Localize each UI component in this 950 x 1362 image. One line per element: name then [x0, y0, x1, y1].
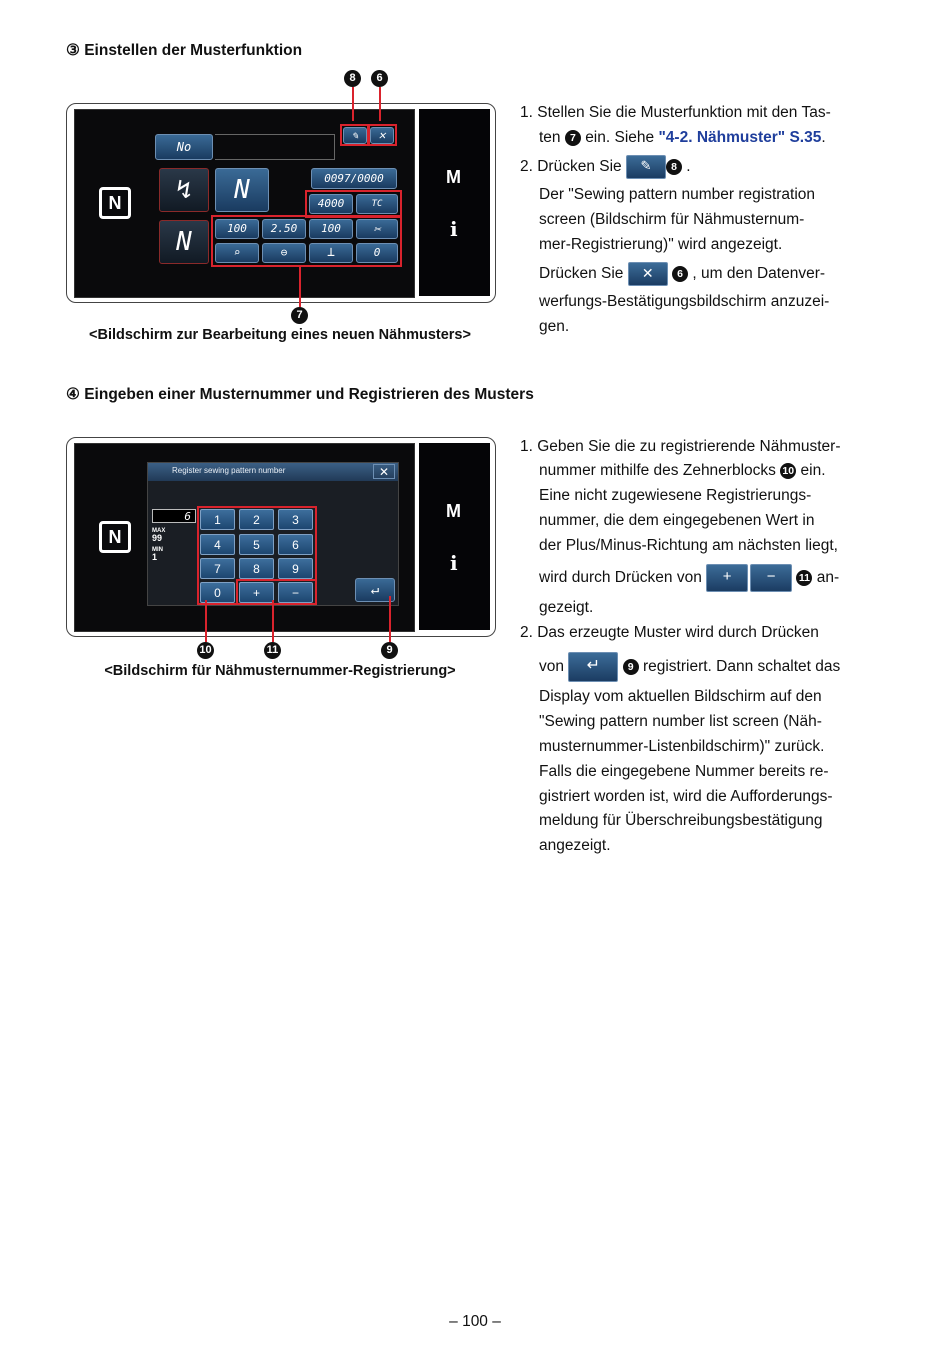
s4-step1-line7: gezeigt.	[539, 599, 594, 616]
key-2[interactable]: 2	[239, 509, 274, 530]
dialog-title: Register sewing pattern number	[172, 466, 286, 475]
speed-button[interactable]: 100	[215, 219, 259, 239]
s4-step2-line1: 2. Das erzeugte Muster wird durch Drücken	[520, 624, 819, 641]
inline-enter-icon: ↵	[568, 652, 618, 682]
s3-step2-line7: gen.	[539, 318, 570, 335]
s4-step1-line6: wird durch Drücken von + − 11 an-	[539, 564, 839, 592]
section-4-title: ④ Eingeben einer Musternummer und Registrieren des Musters	[66, 386, 534, 403]
key-7[interactable]: 7	[200, 558, 235, 579]
inline-callout-7: 7	[565, 130, 581, 146]
s4-step1-line5: der Plus/Minus-Richtung am nächsten liegt,	[539, 537, 838, 554]
key-3[interactable]: 3	[278, 509, 313, 530]
max-label: MAX	[152, 528, 166, 534]
nfc-icon: N	[99, 521, 131, 553]
register-screen	[74, 443, 415, 632]
device-frame-edit	[66, 103, 496, 303]
s3-step1-line1: 1. Stellen Sie die Musterfunktion mit den Tas-	[520, 104, 831, 121]
needle-icon[interactable]: ⊥	[309, 243, 353, 263]
connector-10	[205, 600, 207, 642]
device-frame-register	[66, 437, 496, 637]
callout-8: 8	[344, 70, 361, 87]
s4-step2-line7: gistriert worden ist, wird die Aufforderungs-	[539, 788, 833, 805]
side-panel	[419, 109, 490, 296]
register-dialog	[147, 462, 399, 606]
connector-6	[379, 87, 381, 121]
inline-callout-8: 8	[666, 159, 682, 175]
key-1[interactable]: 1	[200, 509, 235, 530]
highlight-6	[367, 124, 397, 146]
stitch-pattern-button[interactable]: N	[215, 168, 269, 212]
value-field[interactable]: 6	[152, 509, 196, 523]
info-button[interactable]: i	[450, 217, 458, 241]
connector-7	[299, 265, 301, 307]
inline-callout-6: 6	[672, 266, 688, 282]
callout-6: 6	[371, 70, 388, 87]
s4-step1-line2: nummer mithilfe des Zehnerblocks 10 ein.	[539, 462, 826, 479]
link-naehmuster[interactable]: "4-2. Nähmuster" S.35	[658, 129, 822, 146]
inline-close-icon: ✕	[628, 262, 668, 286]
s4-step2-line5: musternummer-Listenbildschirm)" zurück.	[539, 738, 825, 755]
inline-plus-button: +	[706, 564, 748, 592]
mode-m-button[interactable]: M	[446, 501, 461, 521]
s4-step2-line3: Display vom aktuellen Bildschirm auf den	[539, 688, 822, 705]
callout-11: 11	[264, 642, 281, 659]
reverse-end-button[interactable]: N	[159, 220, 209, 264]
s3-step2-line5: Drücken Sie ✕ 6 , um den Datenver-	[539, 261, 825, 286]
callout-9: 9	[381, 642, 398, 659]
reverse-start-button[interactable]: ↯	[159, 168, 209, 212]
s4-step1-line1: 1. Geben Sie die zu registrierende Nähmuster-	[520, 438, 841, 455]
page-number: – 100 –	[449, 1313, 501, 1330]
s4-step2-line6: Falls die eingegebene Nummer bereits re-	[539, 763, 829, 780]
close-button[interactable]: ✕	[370, 127, 394, 144]
count-button[interactable]: 4000	[309, 194, 353, 214]
pattern-no-button[interactable]: No	[155, 134, 213, 160]
scissors-icon[interactable]: ✂	[356, 219, 398, 239]
thread-button[interactable]: 0	[356, 243, 398, 263]
search-icon[interactable]: ⌕	[215, 243, 259, 263]
s4-step2-line2: von ↵ 9 registriert. Dann schaltet das	[539, 652, 840, 682]
key-8[interactable]: 8	[239, 558, 274, 579]
connector-11	[272, 600, 274, 642]
inline-callout-11: 11	[796, 570, 812, 586]
s3-step2-line2: Der "Sewing pattern number registration	[539, 186, 816, 203]
highlight-group-7	[211, 215, 402, 267]
edit-button[interactable]: ✎	[343, 127, 367, 144]
mode-m-button[interactable]: M	[446, 167, 461, 187]
dialog-close-icon[interactable]: ✕	[373, 464, 395, 479]
callout-7: 7	[291, 307, 308, 324]
inline-edit-icon: ✎	[626, 155, 666, 179]
counter-button[interactable]: 0097/0000	[311, 168, 397, 189]
pitch-button[interactable]: 2.50	[262, 219, 306, 239]
s4-step2-line4: "Sewing pattern number list screen (Näh-	[539, 713, 822, 730]
info-button[interactable]: i	[450, 551, 458, 575]
key-9[interactable]: 9	[278, 558, 313, 579]
callout-10: 10	[197, 642, 214, 659]
connector-8	[352, 87, 354, 121]
header-line	[215, 134, 335, 160]
s3-step2-line3: screen (Bildschirm für Nähmusternum-	[539, 211, 805, 228]
inline-minus-button: −	[750, 564, 792, 592]
key-6[interactable]: 6	[278, 534, 313, 555]
inline-callout-9: 9	[623, 659, 639, 675]
max-value: 99	[152, 533, 163, 543]
key-5[interactable]: 5	[239, 534, 274, 555]
key-0[interactable]: 0	[200, 582, 235, 603]
s3-step1-line2: ten 7 ein. Siehe "4-2. Nähmuster" S.35.	[539, 129, 826, 146]
edit-screen	[74, 109, 415, 298]
inline-callout-10: 10	[780, 463, 796, 479]
highlight-11	[236, 579, 317, 605]
min-label: MIN	[152, 547, 163, 553]
caption-edit-screen: <Bildschirm zur Bearbeitung eines neuen Nähmusters>	[89, 327, 471, 343]
s3-step2-line6: werfungs-Bestätigungsbildschirm anzuzei-	[539, 293, 830, 310]
s4-step2-line8: meldung für Überschreibungsbestätigung	[539, 812, 823, 829]
key-plus[interactable]: +	[239, 582, 274, 603]
caption-register-screen: <Bildschirm für Nähmusternummer-Registrierung>	[104, 663, 456, 679]
s3-step2-line4: mer-Registrierung)" wird angezeigt.	[539, 236, 783, 253]
enter-button[interactable]: ↵	[355, 578, 395, 602]
condensation-button[interactable]: ⊖	[262, 243, 306, 263]
highlight-8	[340, 124, 370, 146]
side-panel	[419, 443, 490, 630]
s4-step1-line3: Eine nicht zugewiesene Registrierungs-	[539, 487, 812, 504]
min-value: 1	[152, 552, 158, 562]
presser-button[interactable]: 100	[309, 219, 353, 239]
tc-button[interactable]: TC	[356, 194, 398, 214]
nfc-icon: N	[99, 187, 131, 219]
key-minus[interactable]: −	[278, 582, 313, 603]
s3-step2-line1: 2. Drücken Sie ✎ 8 .	[520, 154, 691, 179]
s4-step1-line4: nummer, die dem eingegebenen Wert in	[539, 512, 815, 529]
s4-step2-line9: angezeigt.	[539, 837, 611, 854]
highlight-group-7-top	[305, 190, 402, 218]
section-3-title: ③ Einstellen der Musterfunktion	[66, 42, 303, 59]
key-4[interactable]: 4	[200, 534, 235, 555]
connector-9	[389, 596, 391, 642]
